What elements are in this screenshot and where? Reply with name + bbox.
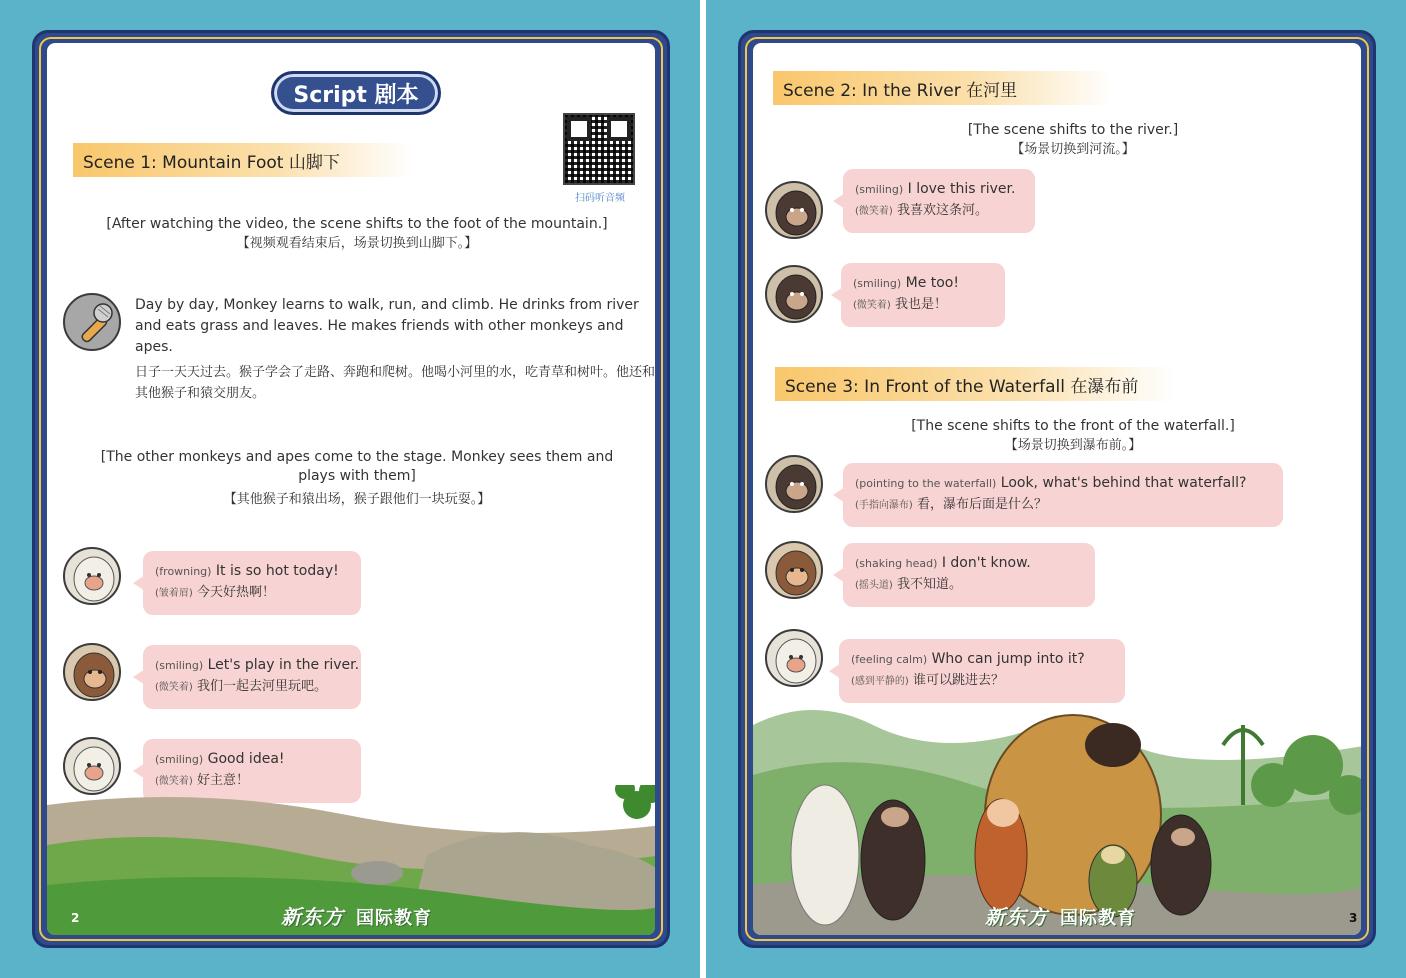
line-en: Look, what's behind that waterfall? [1000,475,1247,491]
line-en: I don't know. [941,555,1031,571]
script-title: Script 剧本 [271,71,441,115]
chimp-avatar [765,455,823,513]
dialogue-bubble [143,645,361,709]
scene2-stage-direction [873,121,1273,159]
line-zh: 我喜欢这条河。 [896,203,988,218]
tone-en: (frowning) [155,565,212,578]
narration-zh: 日子一天天过去。猴子学会了走路、奔跑和爬树。他喝小河里的水，吃青草和树叶。他还和其他猴子和猿交朋友。 [135,365,655,401]
line-zh: 看，瀑布后面是什么？ [916,497,1047,512]
line-zh: 好主意！ [196,773,249,788]
brand-cn: 国际教育 [1060,908,1136,929]
brand-en: 新东方 [985,905,1048,929]
white-ape-avatar [63,547,121,605]
page-number: 3 [1349,911,1358,925]
right-page [706,0,1406,978]
tone-zh: (皱着眉) [155,588,193,599]
scene1-stage-direction-1 [87,215,627,253]
monkey-avatar [63,643,121,701]
scene2-heading: Scene 2: In the River 在河里 [773,71,1113,105]
tone-en: (pointing to the waterfall) [855,477,997,490]
tone-zh: (手指向瀑布) [855,500,913,511]
scene2-stage-zh: 【场景切换到河流。】 [1011,142,1135,157]
stage2-en: [The other monkeys and apes come to the stage. Monkey sees them and plays with them] [100,449,614,484]
line-zh: 今天好热啊！ [196,585,275,600]
microphone-icon [63,293,121,351]
tone-en: (smiling) [155,659,204,672]
qr-code[interactable] [563,113,635,185]
scene1-narration [135,295,655,404]
tone-zh: (摇头道) [855,580,893,591]
line-en: Let's play in the river. [207,657,360,673]
white-ape-avatar [765,629,823,687]
line-en: I love this river. [907,181,1016,197]
scene3-stage-en: [The scene shifts to the front of the waterfall.] [911,418,1235,434]
brand-logo [281,901,432,930]
tone-en: (smiling) [853,277,902,290]
scene3-heading: Scene 3: In Front of the Waterfall 在瀑布前 [775,367,1175,401]
stage2-zh: 【其他猴子和猿出场，猴子跟他们一块玩耍。】 [223,492,491,507]
left-page-frame [32,30,670,948]
scene3-stage-zh: 【场景切换到瀑布前。】 [1004,438,1142,453]
monkey-avatar [765,541,823,599]
qr-caption: 扫码听音频 [575,193,625,204]
line-en: Good idea! [207,751,285,767]
chimp-avatar [765,265,823,323]
brand-cn: 国际教育 [356,908,432,929]
tone-zh: (微笑着) [853,300,891,311]
line-en: Who can jump into it? [931,651,1085,667]
page-number: 2 [71,911,80,925]
scene2-stage-en: [The scene shifts to the river.] [967,122,1179,138]
stage1-en: [After watching the video, the scene shifts to the foot of the mountain.] [106,216,608,232]
tone-zh: (微笑着) [155,776,193,787]
line-zh: 我也是！ [894,297,947,312]
tone-en: (smiling) [155,753,204,766]
line-en: Me too! [905,275,959,291]
narration-en: Day by day, Monkey learns to walk, run, and climb. He drinks from river and eats grass and leaves. He makes friends with other monkeys and apes. [135,297,639,355]
jungle-illustration [753,685,1361,935]
dialogue-bubble [843,169,1035,233]
scene1-heading: Scene 1: Mountain Foot 山脚下 [73,143,413,177]
stage1-zh: 【视频观看结束后，场景切换到山脚下。】 [236,236,478,251]
brand-en: 新东方 [281,905,344,929]
left-paper [47,43,655,935]
right-page-frame [738,30,1376,948]
right-paper [753,43,1361,935]
line-zh: 谁可以跳进去？ [912,673,1004,688]
tone-zh: (感到平静的) [851,676,909,687]
scene1-stage-direction-2 [87,448,627,509]
dialogue-bubble [843,543,1095,607]
scene3-stage-direction [863,417,1283,455]
tone-zh: (微笑着) [155,682,193,693]
tone-zh: (微笑着) [855,206,893,217]
tone-en: (shaking head) [855,557,938,570]
dialogue-bubble [843,463,1283,527]
tone-en: (smiling) [855,183,904,196]
brand-logo [985,901,1136,930]
line-zh: 我们一起去河里玩吧。 [196,679,327,694]
dialogue-bubble [841,263,1005,327]
chimp-avatar [765,181,823,239]
tone-en: (feeling calm) [851,653,928,666]
line-en: It is so hot today! [215,563,339,579]
dialogue-bubble [143,551,361,615]
left-page [0,0,700,978]
line-zh: 我不知道。 [896,577,962,592]
